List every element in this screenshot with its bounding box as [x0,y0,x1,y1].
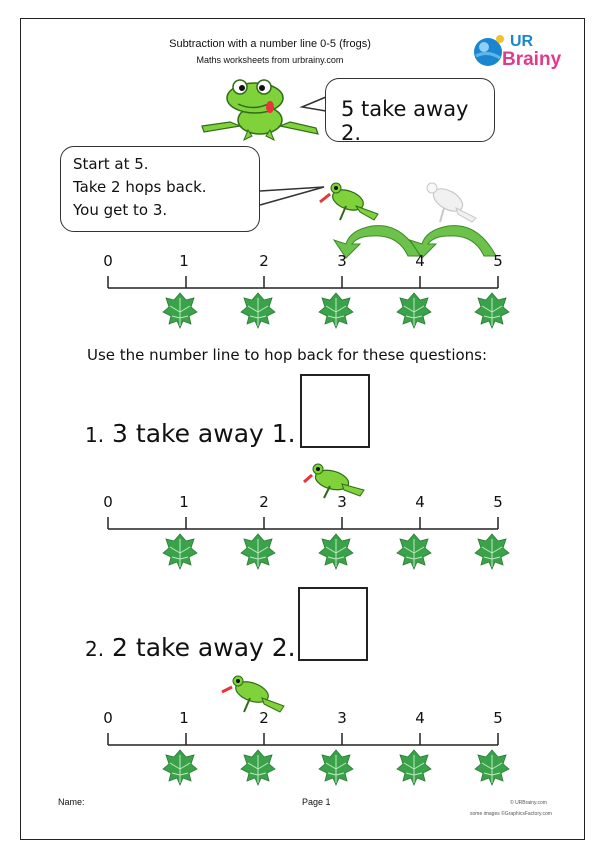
tick-label: 3 [337,493,347,511]
copyright-line-2: some images ©GraphicsFactory.com [470,811,552,817]
tick-label: 0 [103,252,113,270]
hopping-frog-icon [320,180,382,222]
tick-label: 1 [179,252,189,270]
leaf-icon [319,534,353,569]
step-line: You get to 3. [73,201,168,219]
question-number: 2. [85,637,105,661]
tick-label: 2 [259,709,269,727]
tick-label: 1 [179,709,189,727]
number-line-question-2 [0,707,606,787]
question-1 [85,419,296,448]
lily-leaves [0,491,606,571]
ghost-frog-icon [418,178,480,224]
tick-label: 1 [179,493,189,511]
number-line-question-1 [0,491,606,571]
leaf-icon [241,534,275,569]
logo-ur-text: UR [510,33,534,50]
urbrainy-logo [470,30,565,75]
leaf-icon [241,750,275,785]
lily-leaves [0,250,606,330]
tick-label: 2 [259,493,269,511]
question-text: 3 take away 1. [112,419,296,448]
answer-box-1[interactable] [300,374,370,448]
page-number: Page 1 [302,797,331,807]
bubble-b-tail [258,185,328,215]
speech-bubble-steps [60,146,260,232]
leaf-icon [319,293,353,328]
tick-label: 5 [493,493,503,511]
tick-label: 2 [259,252,269,270]
leaf-icon [475,534,509,569]
tick-label: 3 [337,709,347,727]
tick-label: 4 [415,252,425,270]
copyright-line-1: © URBrainy.com [510,800,547,806]
answer-box-2[interactable] [298,587,368,661]
speech-main-text: 5 take away 2. [341,97,469,145]
leaf-icon [397,750,431,785]
leaf-icon [241,293,275,328]
tick-label: 4 [415,709,425,727]
leaf-icon [319,750,353,785]
worksheet-title: Subtraction with a number line 0-5 (frogs) [169,38,371,50]
leaf-icon [163,534,197,569]
leaf-icon [397,534,431,569]
step-line: Start at 5. [73,155,149,173]
leaf-icon [475,750,509,785]
worksheet-subtitle: Maths worksheets from urbrainy.com [196,55,344,65]
instructions-text: Use the number line to hop back for these questions: [87,346,488,364]
tick-label: 0 [103,709,113,727]
question-number: 1. [85,423,105,447]
tick-label: 4 [415,493,425,511]
logo-brainy-text: Brainy [502,49,562,70]
tick-label: 0 [103,493,113,511]
speech-bubble-main [325,78,495,145]
tick-label: 5 [493,709,503,727]
lily-leaves [0,707,606,787]
question-text: 2 take away 2. [112,633,296,662]
tick-label: 3 [337,252,347,270]
leaf-icon [475,293,509,328]
tick-label: 5 [493,252,503,270]
leaf-icon [397,293,431,328]
leaf-icon [163,293,197,328]
name-label: Name: [58,797,85,807]
question-2 [85,633,296,662]
leaf-icon [163,750,197,785]
step-line: Take 2 hops back. [73,178,207,196]
number-line-example [0,250,606,330]
